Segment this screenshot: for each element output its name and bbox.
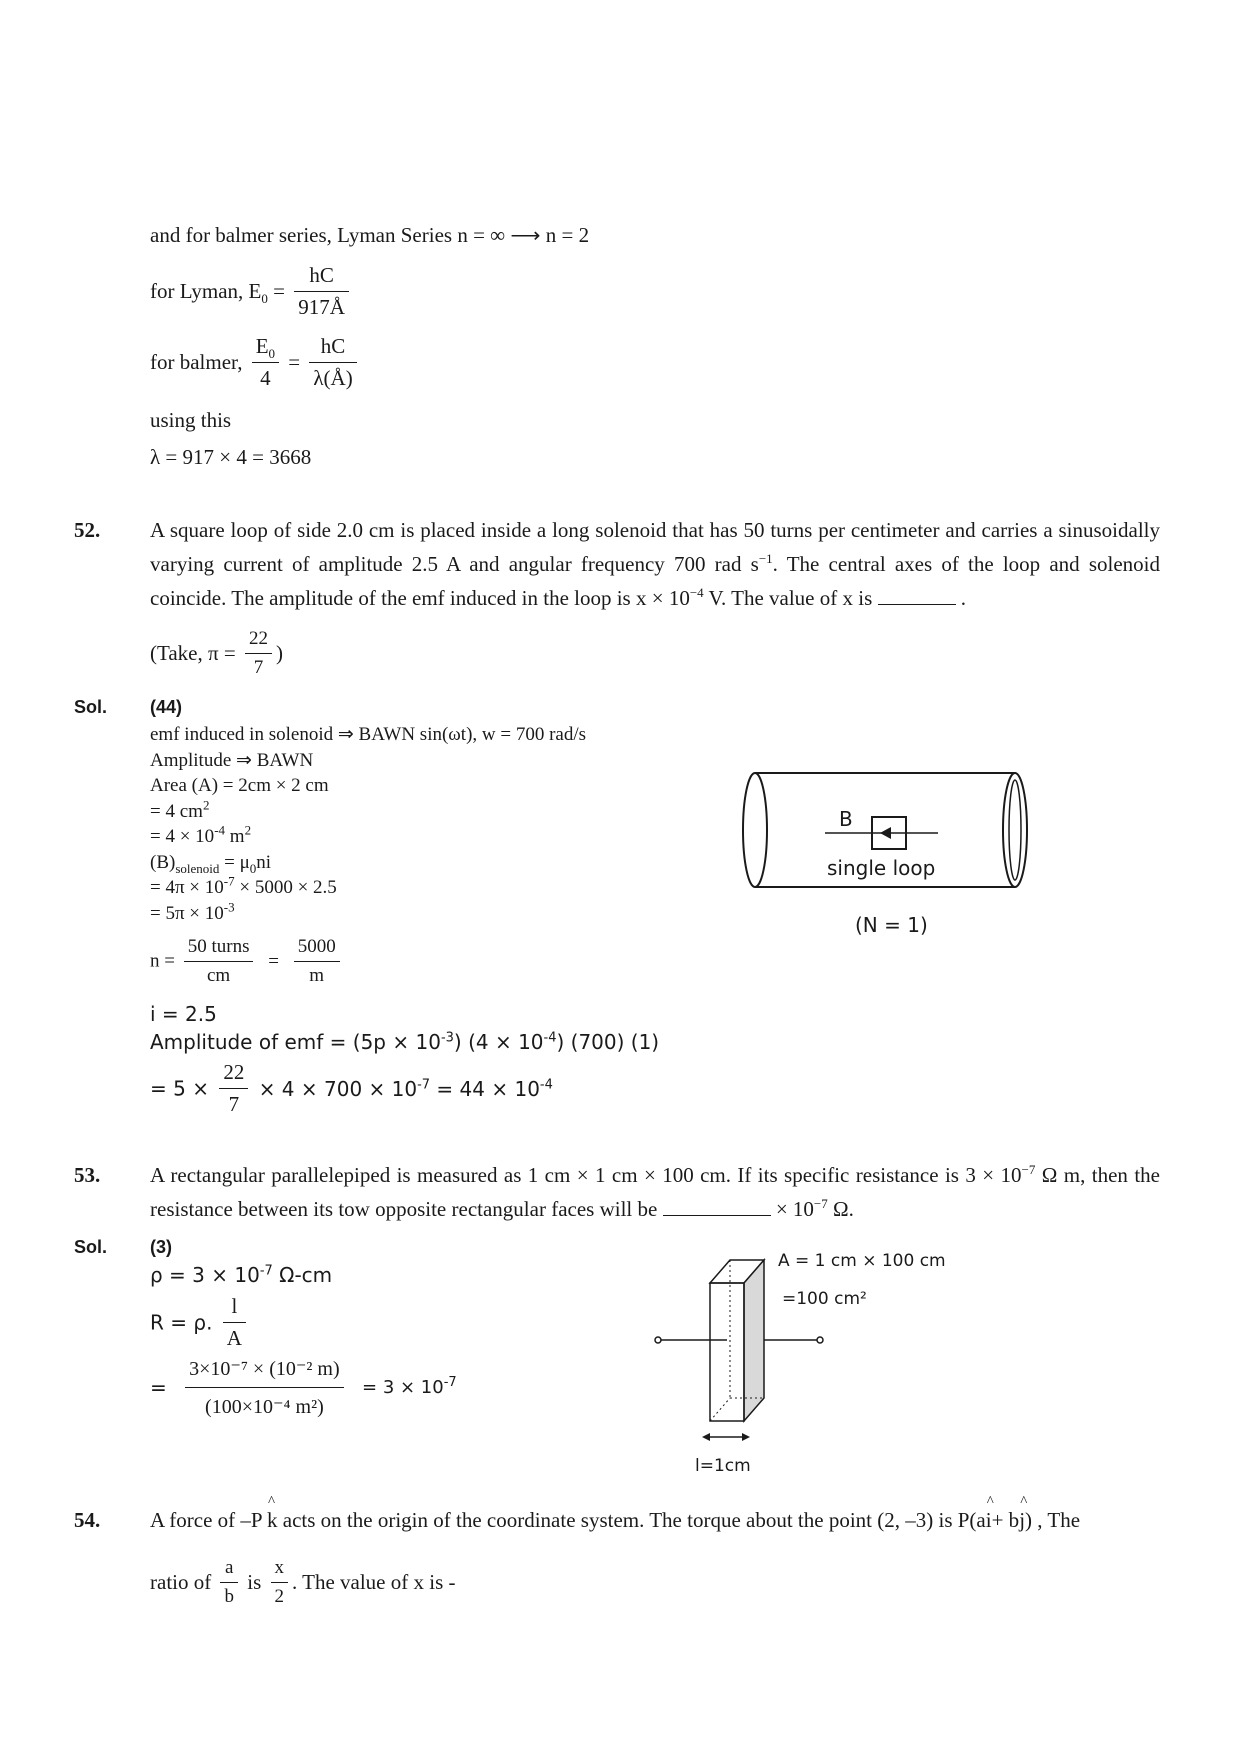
q53-answer: (3) <box>150 1237 172 1257</box>
q53-number: 53. <box>74 1163 101 1187</box>
right-terminal <box>817 1337 823 1343</box>
q53-calculation: = $\frac{\text{3×10⁻⁷ × (10⁻² m)}}{\text{(100×10⁻⁴ m²)}}$ = $3 \times 10^{-7}$ <box>150 1358 457 1418</box>
q53-text: A rectangular parallelepiped is measured as 1 cm × 1 cm × 100 cm. If its specific resistance is $3 \times 10^{-7}$ Ω m, then the resistance between its tow opposite rectangular faces will be × $10^{-7}$ Ω. <box>150 1162 1160 1221</box>
i-hat: ^ i <box>986 1508 992 1533</box>
q52-current: i = 2.5 <box>150 1002 217 1026</box>
q52-n-equation: n = $\frac{\text{50 turns}}{cm}$ = $\frac{5000}{m}$ <box>150 936 344 987</box>
lyman-label: for Lyman, $E_0$ = <box>150 279 285 307</box>
length-label: l=1cm <box>695 1456 751 1476</box>
balmer-fraction-right: $\frac{hC}{\lambda(Å)}$ <box>309 334 356 391</box>
step-line: Amplitude ⇒ BAWN <box>150 749 314 771</box>
q52-answer: (44) <box>150 697 183 717</box>
j-hat: ^ j <box>1019 1508 1025 1533</box>
arrow-head <box>880 827 891 839</box>
q52-sol-label: Sol. <box>74 697 108 717</box>
solenoid-figure <box>735 770 1035 945</box>
lambda-result: λ = 917 × 4 = 3668 <box>150 445 312 469</box>
q52-final: = 5 × $\frac{22}{7}$ × $4 \times 700 \times 10^{-7} = 44 \times 10^{-4}$ <box>150 1060 553 1116</box>
step-line: = 4 $cm^2$ <box>150 797 210 822</box>
q52-amplitude-emf: Amplitude of emf = $(5p \times 10^{-3})$ $(4 \times 10^{-4})$ (700) (1) <box>150 1030 660 1054</box>
solenoid-left-end <box>743 773 767 887</box>
k-hat: ^ k <box>267 1508 278 1533</box>
q52-text: A square loop of side 2.0 cm is placed inside a long solenoid that has 50 turns per centimeter and carries a sinusoidally varying current of amplitude 2.5 A and angular frequency 700 rad $s^{-1}$. The central axes of the loop and solenoid coincide. The amplitude of the emf induced in the loop is $x \times 10^{-4}$ V. The value of x is . <box>150 518 1160 610</box>
solenoid-right-end <box>1003 773 1027 887</box>
block-side-face <box>744 1260 764 1421</box>
q52-take-pi: (Take, π = $\frac{22}{7}$ ) <box>150 628 283 678</box>
balmer-label: for balmer, <box>150 350 243 374</box>
q54-number: 54. <box>74 1508 101 1532</box>
area-value: =100 cm² <box>782 1289 867 1309</box>
prev-solution-line1: and for balmer series, Lyman Series n = ∞ ⟶ n = 2 <box>150 223 590 247</box>
step-line: = $4 \times 10^{-4}$ $m^2$ <box>150 822 252 847</box>
q52-number: 52. <box>74 518 101 542</box>
q53-sol-label: Sol. <box>74 1237 108 1257</box>
q53-r-formula: R = ρ. $\frac{l}{A}$ <box>150 1294 250 1351</box>
step-line: emf induced in solenoid ⇒ BAWN sin(ωt), w = 700 rad/s <box>150 724 587 745</box>
q52-solution-steps <box>150 722 586 926</box>
q54-ratio: ratio of $\frac{a}{b}$ is $\frac{x}{2}$ . The value of x is - <box>150 1557 456 1607</box>
parallelepiped-figure <box>650 1238 1000 1478</box>
left-terminal <box>655 1337 661 1343</box>
n-label: (N = 1) <box>855 913 928 937</box>
q54-text: A force of –P ^ k acts on the origin of the coordinate system. The torque about the point (2, –3) is P(a^ i+ b^ j) , The <box>150 1508 1080 1533</box>
step-line: = $4\pi \times 10^{-7} \times 5000 \times 2.5$ <box>150 873 337 898</box>
balmer-equation: for balmer, $\frac{E_0}{4}$ = $\frac{hC}{\lambda(Å)}$ <box>150 334 361 391</box>
lyman-equation <box>150 263 353 320</box>
lyman-fraction: $\frac{hC}{917Å}$ <box>294 263 349 320</box>
using-this: using this <box>150 408 232 432</box>
balmer-fraction-left: $\frac{E_0}{4}$ <box>252 334 279 391</box>
block-front-face <box>710 1283 744 1421</box>
loop-label: single loop <box>827 856 936 880</box>
step-line: Area (A) = 2cm × 2 cm <box>150 775 329 796</box>
step-line: = $5\pi \times 10^{-3}$ <box>150 899 235 924</box>
area-label: A = 1 cm × 100 cm <box>778 1251 946 1271</box>
q53-rho: $\rho = 3 \times 10^{-7}$ Ω-cm <box>150 1263 333 1287</box>
step-line: $(B)_{solenoid} = \mu_0ni$ <box>150 851 272 876</box>
b-label: B <box>839 807 853 831</box>
